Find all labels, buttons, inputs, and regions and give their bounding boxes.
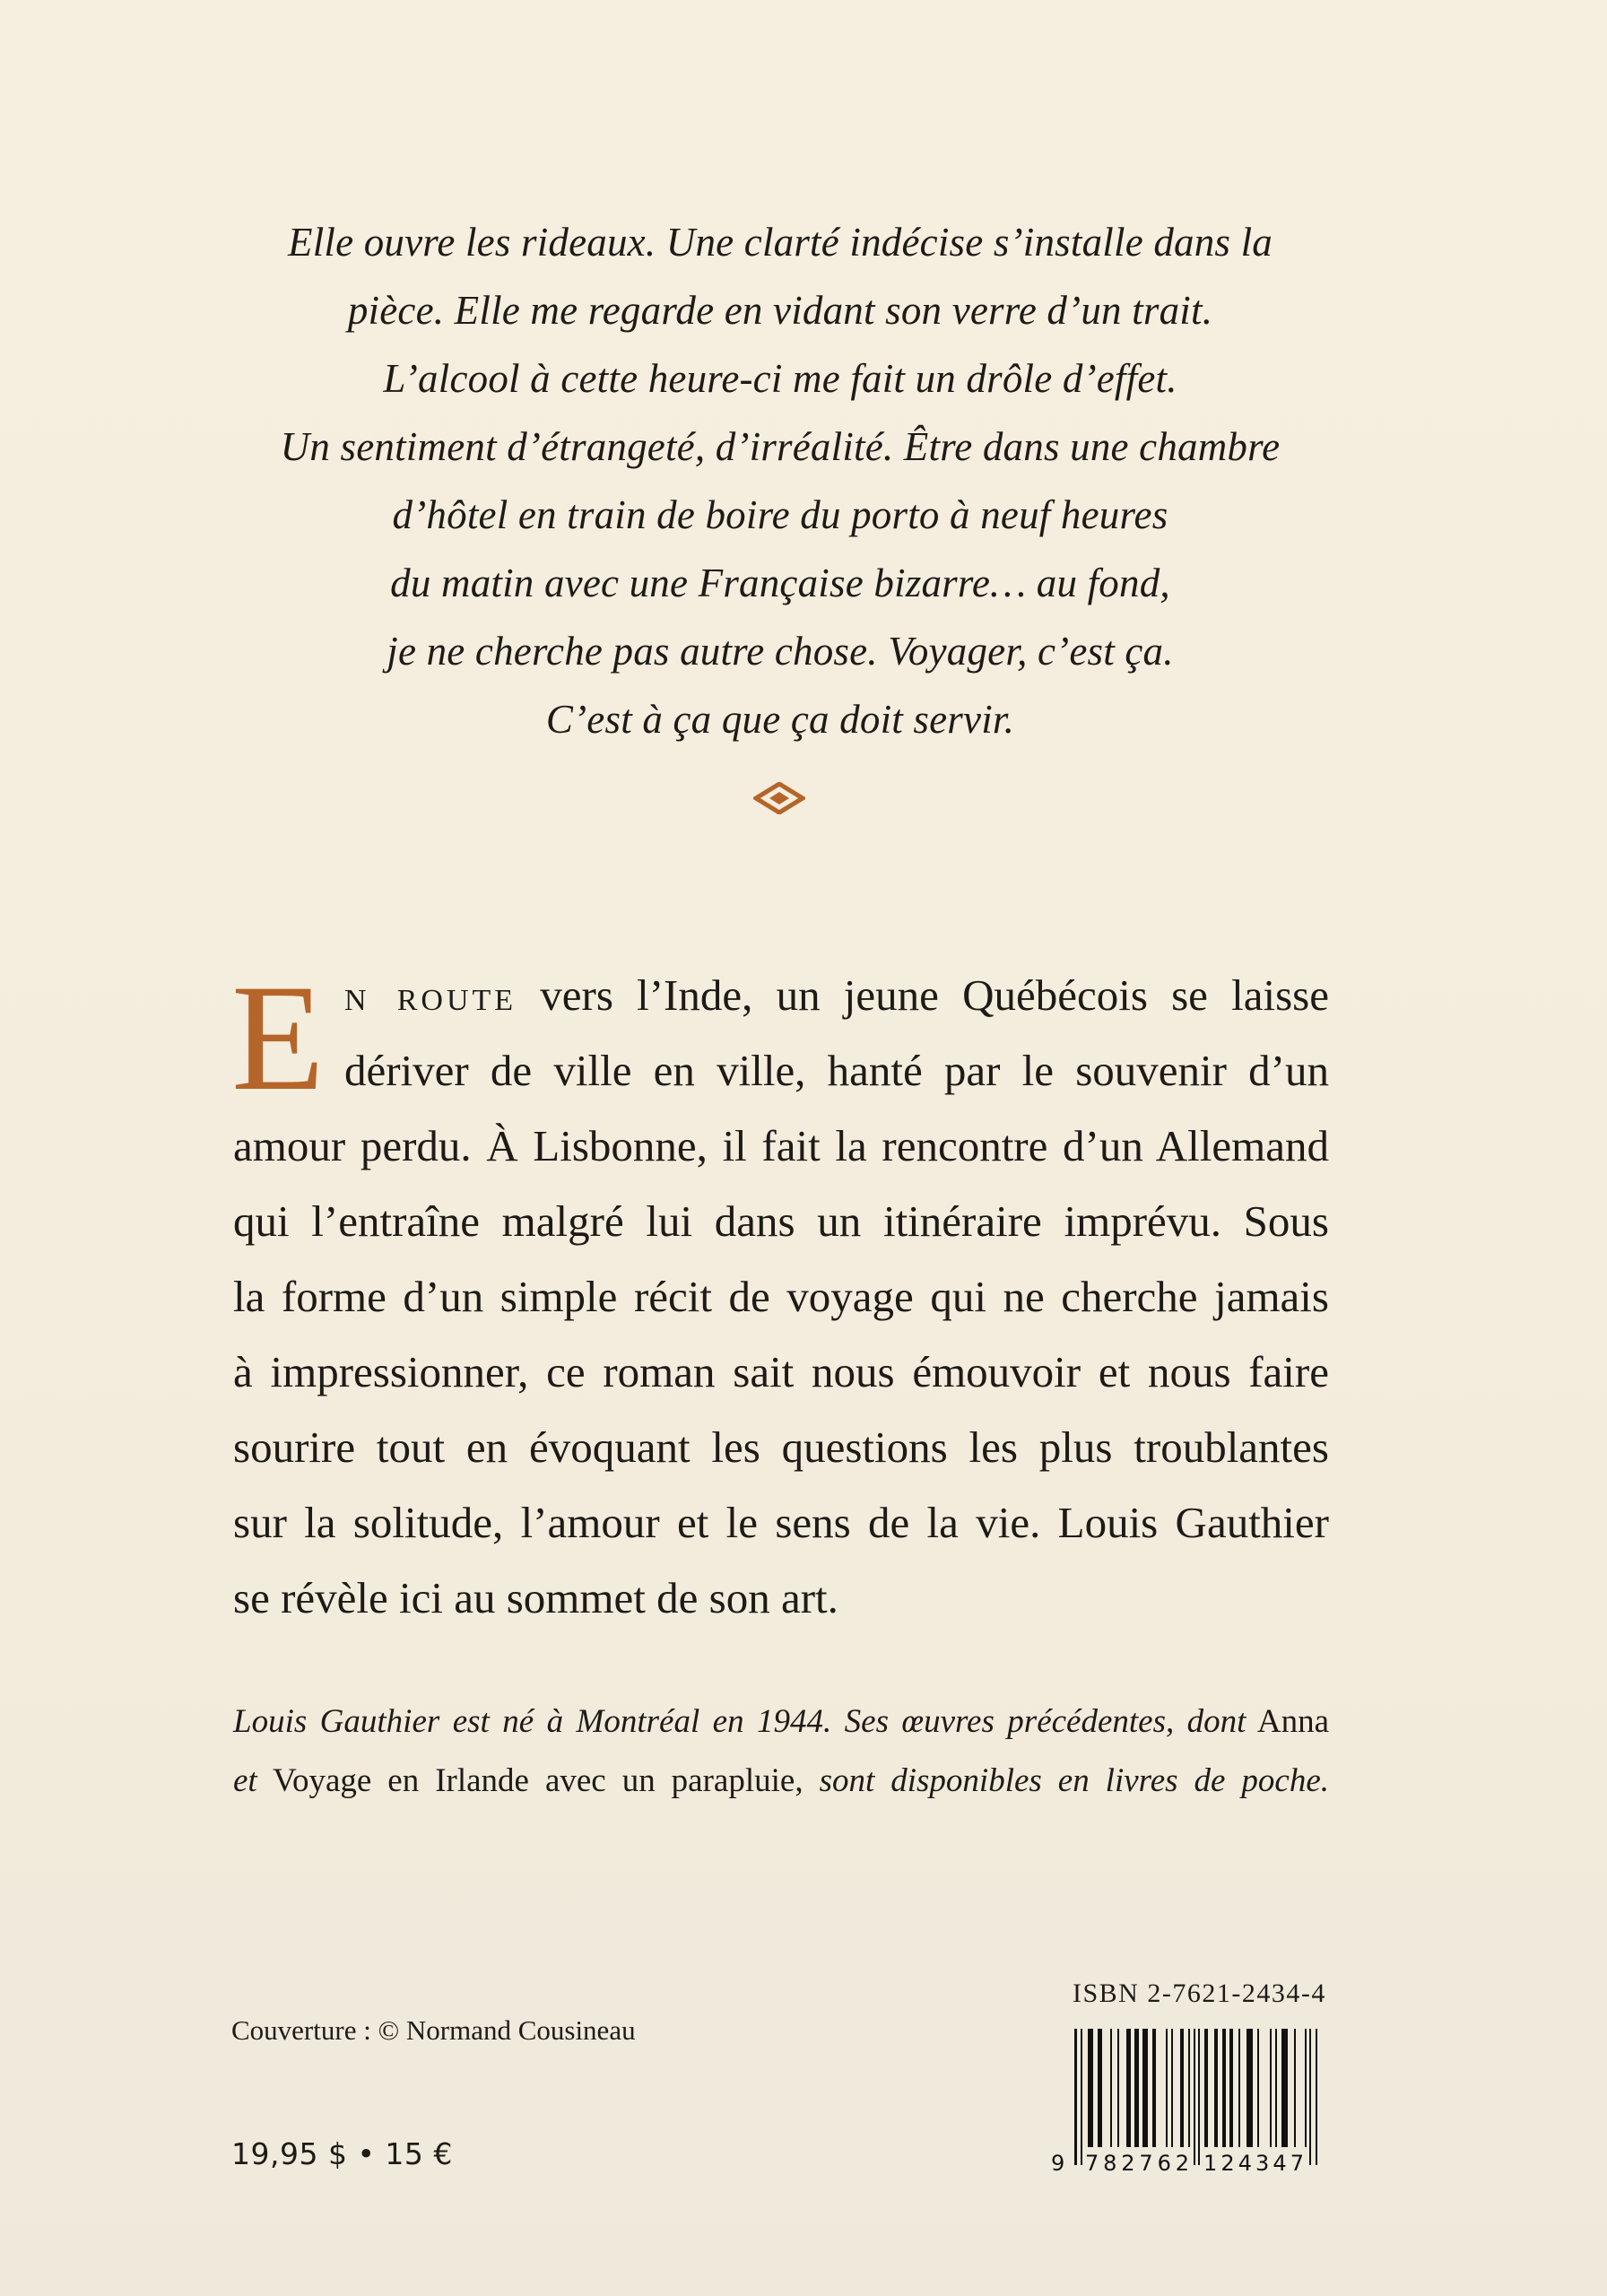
author-bio (233, 1692, 1329, 1811)
summary-paragraph (231, 953, 1329, 1636)
opening-smallcaps: n route (344, 970, 517, 1020)
bio-italic: Louis Gauthier est né à Montréal en 1944. Ses œuvres précédentes, dont (233, 1703, 1247, 1740)
opening-text: vers l’Inde, un jeune Québécois se laisse (517, 970, 1329, 1020)
barcode-digits-left: 782762 (1085, 2151, 1189, 2176)
summary-line: amour perdu. À Lisbonne, il fait la rencontre d’un Allemand (233, 1121, 1329, 1170)
book-title-voyage: Voyage en Irlande avec un parapluie, (256, 1762, 804, 1799)
price-label: 19,95 $ • 15 € (231, 2136, 453, 2171)
quote-line: d’hôtel en train de boire du porto à neuf heures (392, 492, 1168, 537)
isbn-label: ISBN 2-7621-2434-4 (1073, 1979, 1326, 2008)
quote-line: du matin avec une Française bizarre… au fond, (390, 561, 1170, 605)
diamond-ornament-icon (753, 782, 805, 814)
bio-italic: sont disponibles en livres de poche. (803, 1762, 1329, 1799)
summary-line: qui l’entraîne malgré lui dans un itinéraire imprévu. Sous (233, 1196, 1329, 1246)
summary-line (344, 958, 1329, 1033)
summary-line: à impressionner, ce roman sait nous émouvoir et nous faire (233, 1347, 1329, 1396)
quote-line: je ne cherche pas autre chose. Voyager, c’est ça. (387, 629, 1174, 674)
bio-italic: et (233, 1762, 257, 1799)
quote-line: L’alcool à cette heure-ci me fait un drôle d’effet. (383, 356, 1177, 401)
summary-line: dériver de ville en ville, hanté par le souvenir d’un (344, 1046, 1329, 1095)
barcode-digits-right: 124347 (1203, 2151, 1304, 2176)
barcode (1047, 2027, 1334, 2179)
summary-line: sourire tout en évoquant les questions les plus troublantes (233, 1422, 1329, 1472)
summary-line: se révèle ici au sommet de son art. (233, 1573, 838, 1622)
quote-line: Elle ouvre les rideaux. Une clarté indécise s’installe dans la (288, 220, 1273, 265)
drop-cap: E (231, 953, 325, 1122)
quote-line: pièce. Elle me regarde en vidant son verre d’un trait. (347, 288, 1213, 333)
bio-line (233, 1752, 1329, 1811)
summary-line: sur la solitude, l’amour et le sens de la vie. Louis Gauthier (233, 1498, 1329, 1547)
quote-line: Un sentiment d’étrangeté, d’irréalité. Être dans une chambre (280, 424, 1281, 469)
book-title-anna: Anna (1246, 1703, 1329, 1740)
bio-line (233, 1692, 1329, 1752)
cover-credit: Couverture : © Normand Cousineau (231, 2014, 636, 2046)
barcode-digit-first: 9 (1051, 2151, 1065, 2176)
summary-line: la forme d’un simple récit de voyage qui ne cherche jamais (233, 1272, 1329, 1321)
quote-line: C’est à ça que ça doit servir. (545, 697, 1015, 742)
